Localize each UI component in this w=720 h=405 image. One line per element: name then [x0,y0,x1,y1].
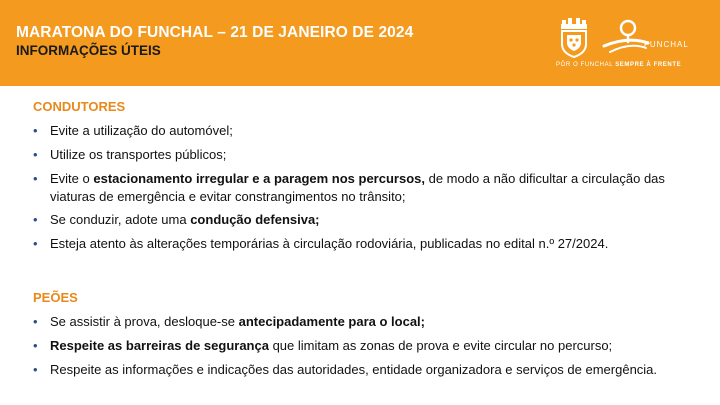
logo-area [548,14,708,74]
section-title-condutores: CONDUTORES [33,99,126,114]
list-item [33,337,703,355]
item-text-bold: condução defensiva; [190,212,320,227]
list-item [33,170,703,206]
item-text: Se conduzir, adote uma [50,212,191,227]
item-text: de modo a não dificultar a circulação das viaturas de emergência e evitar constrangimentos no trânsito; [50,171,665,204]
tagline-bold: SEMPRE À FRENTE [615,62,682,68]
list-item [33,211,703,229]
bullet-icon: • [33,362,38,377]
bullet-icon: • [33,123,38,138]
condutores-list [33,122,703,253]
item-text: Evite a utilização do automóvel; [50,123,233,138]
list-item [33,122,703,140]
item-text-bold: estacionamento irregular e a paragem nos percursos, [93,171,425,186]
list-item [33,313,703,331]
item-text-bold: Respeite as barreiras de segurança [50,338,269,353]
item-text-bold: antecipadamente para o local; [238,314,426,329]
bullet-icon: • [33,314,38,329]
item-text: que limitam as zonas de prova e evite circular no percurso; [268,338,613,353]
header-banner [0,0,720,86]
item-text: Evite o [50,171,94,186]
list-item [33,146,703,164]
section-title-peoes: PEÕES [33,290,78,305]
funchal-crest-icon [556,18,592,58]
item-text: Esteja atento às alterações temporárias à circulação rodoviária, publicadas no edital n.º 27/2024. [50,236,609,251]
funchal-logo-text: FUNCHAL [644,40,689,49]
bullet-icon: • [33,236,38,251]
peoes-list [33,313,703,379]
bullet-icon: • [33,338,38,353]
list-item [33,361,703,379]
item-text: Respeite as informações e indicações das autoridades, entidade organizadora e serviços de emergência. [50,362,658,377]
item-text: Utilize os transportes públicos; [50,147,227,162]
bullet-icon: • [33,147,38,162]
list-item [33,235,703,253]
bullet-icon: • [33,171,38,186]
item-text: Se assistir à prova, desloque-se [50,314,239,329]
page-title: MARATONA DO FUNCHAL – 21 DE JANEIRO DE 2024 [16,24,414,41]
funchal-logo-icon [602,16,672,60]
bullet-icon: • [33,212,38,227]
tagline [556,62,681,68]
tagline-prefix: PÔR O FUNCHAL [556,62,616,68]
page-subtitle: INFORMAÇÕES ÚTEIS [16,43,161,58]
